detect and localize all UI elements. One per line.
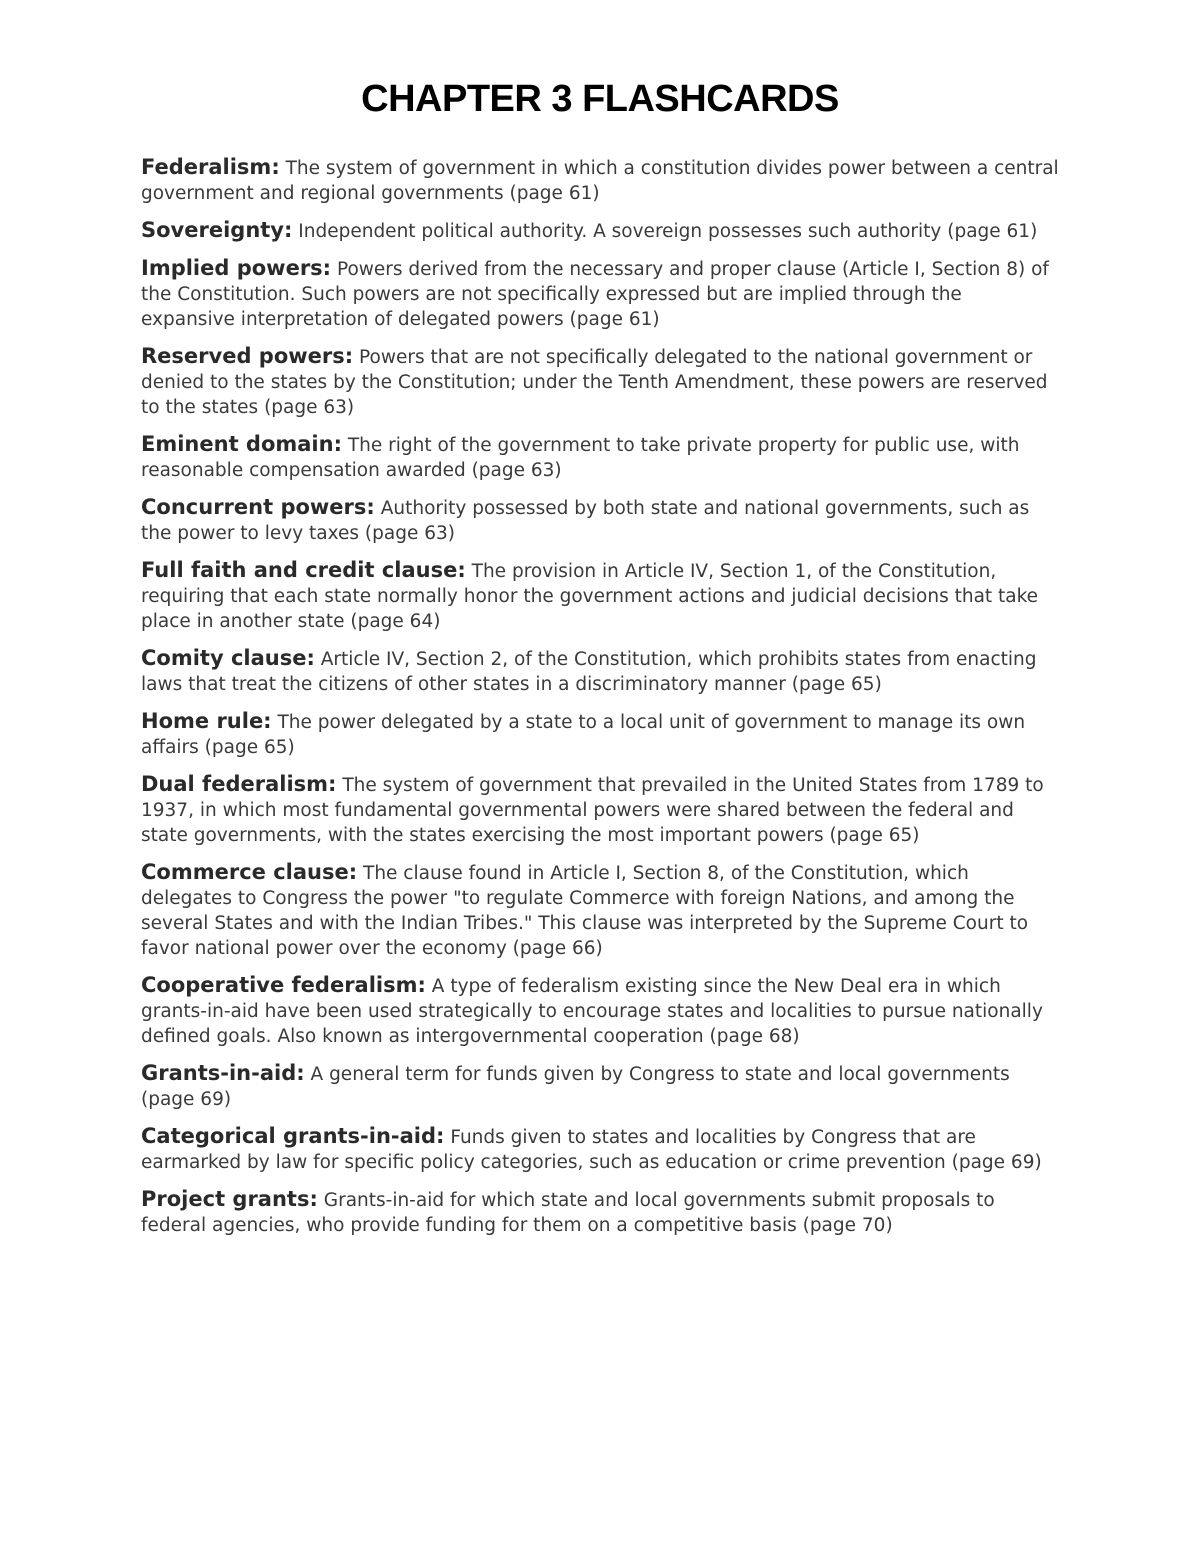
flashcard-definition: Authority possessed by both state and national governments, such as the power to levy taxes (page 63) xyxy=(141,498,1030,544)
flashcard-term: Dual federalism: xyxy=(141,772,337,796)
flashcard-definition: The provision in Article IV, Section 1, of the Constitution, requiring that each state normally honor the government actions and judicial decisions that take place in another state (page 64) xyxy=(141,561,1039,632)
flashcard-term: Eminent domain: xyxy=(141,432,342,456)
flashcard-term: Federalism: xyxy=(141,155,280,179)
flashcard-term: Commerce clause: xyxy=(141,860,358,884)
flashcard-definition: Funds given to states and localities by Congress that are earmarked by law for specific policy categories, such as education or crime prevention (page 69) xyxy=(141,1127,1042,1173)
flashcard-entry xyxy=(141,344,1061,420)
flashcard-entry xyxy=(141,1187,1061,1238)
flashcard-term: Implied powers: xyxy=(141,256,332,280)
flashcard-term: Home rule: xyxy=(141,709,272,733)
flashcard-entry xyxy=(141,218,1061,244)
flashcard-entry xyxy=(141,860,1061,961)
flashcard-definition: Powers derived from the necessary and proper clause (Article I, Section 8) of the Constitution. Such powers are not specifically expressed but are implied through the expansive interpretation of delegated powers (page 61) xyxy=(141,259,1049,330)
flashcard-definition: Independent political authority. A sovereign possesses such authority (page 61) xyxy=(298,221,1038,242)
flashcard-definition: The clause found in Article I, Section 8, of the Constitution, which delegates to Congress the power "to regulate Commerce with foreign Nations, and among the several States and with the Indian Tribes." This clause was interpreted by the Supreme Court to favor national power over the economy (page 66) xyxy=(141,863,1029,959)
flashcard-entry xyxy=(141,1124,1061,1175)
flashcard-term: Cooperative federalism: xyxy=(141,973,426,997)
flashcard-entry xyxy=(141,558,1061,634)
flashcard-term: Concurrent powers: xyxy=(141,495,375,519)
flashcard-term: Project grants: xyxy=(141,1187,318,1211)
flashcard-definition: A general term for funds given by Congress to state and local governments (page 69) xyxy=(141,1064,1010,1110)
flashcard-definition: The system of government in which a constitution divides power between a central government and regional governments (page 61) xyxy=(141,158,1059,204)
flashcard-definition: A type of federalism existing since the New Deal era in which grants-in-aid have been used strategically to encourage states and localities to pursue nationally defined goals. Also known as intergovernmental cooperation (page 68) xyxy=(141,976,1043,1047)
flashcard-entry xyxy=(141,256,1061,332)
flashcard-term: Full faith and credit clause: xyxy=(141,558,466,582)
flashcard-term: Sovereignty: xyxy=(141,218,293,242)
flashcard-entry xyxy=(141,1061,1061,1112)
flashcard-definition: The right of the government to take private property for public use, with reasonable compensation awarded (page 63) xyxy=(141,435,1020,481)
page-title: CHAPTER 3 FLASHCARDS xyxy=(361,78,839,120)
flashcard-definition: Article IV, Section 2, of the Constitution, which prohibits states from enacting laws that treat the citizens of other states in a discriminatory manner (page 65) xyxy=(141,649,1037,695)
flashcard-term: Grants-in-aid: xyxy=(141,1061,305,1085)
flashcard-definition: The system of government that prevailed in the United States from 1789 to 1937, in which most fundamental governmental powers were shared between the federal and state governments, with the states exercising the most important powers (page 65) xyxy=(141,775,1044,846)
flashcard-entry xyxy=(141,155,1061,206)
flashcard-entry xyxy=(141,432,1061,483)
flashcard-term: Comity clause: xyxy=(141,646,315,670)
flashcard-entry xyxy=(141,772,1061,848)
flashcard-term: Categorical grants-in-aid: xyxy=(141,1124,445,1148)
flashcard-entry xyxy=(141,646,1061,697)
flashcard-list xyxy=(141,155,1061,1250)
flashcard-definition: The power delegated by a state to a local unit of government to manage its own affairs (page 65) xyxy=(141,712,1026,758)
flashcard-definition: Powers that are not specifically delegated to the national government or denied to the states by the Constitution; under the Tenth Amendment, these powers are reserved to the states (page 63) xyxy=(141,347,1048,418)
flashcard-entry xyxy=(141,709,1061,760)
flashcard-entry xyxy=(141,973,1061,1049)
flashcard-definition: Grants-in-aid for which state and local governments submit proposals to federal agencies, who provide funding for them on a competitive basis (page 70) xyxy=(141,1190,995,1236)
flashcard-entry xyxy=(141,495,1061,546)
flashcard-term: Reserved powers: xyxy=(141,344,354,368)
